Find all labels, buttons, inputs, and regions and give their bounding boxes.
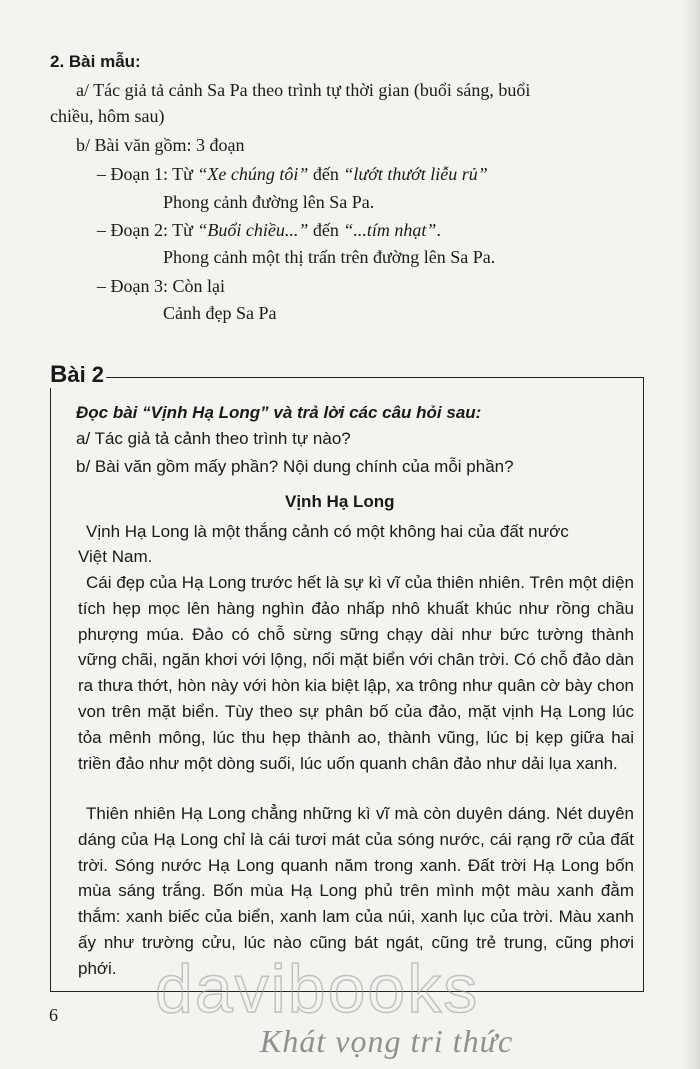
passage-para2: Cái đẹp của Hạ Long trước hết là sự kì vĩ của thiên nhiên. Trên một diện tích hẹp mọc lên hàng nghìn đảo nhấp nhô khuất khúc như rồng chầu phượng múa. Đảo có chỗ sừng sững chạy dài như bức tường thành vững chãi, ngăn khơi với lộng, nối mặt biển với chân trời. Có chỗ đảo dàn ra thưa thớt, hòn này với hòn kia biệt lập, xa trông như quân cờ bày chon von trên mặt biển. Tùy theo sự phân bố của đảo, mặt vịnh Hạ Long lúc tỏa mênh mông, lúc thu hẹp thành ao, thành vũng, lúc bị kẹp giữa hai triền đảo như một dòng suối, lúc uốn quanh chân đảo như dải lụa xanh. [78, 573, 634, 773]
exercise-label [48, 362, 106, 388]
question-a: a/ Tác giả tả cảnh theo trình tự nào? [76, 429, 351, 448]
answer-b-line: b/ Bài văn gồm: 3 đoạn [76, 135, 245, 155]
page-number: 6 [49, 1005, 58, 1025]
exercise-label-initial: B [50, 361, 68, 388]
d1-quote-end: “lướt thướt liễu rủ” [343, 164, 488, 184]
paragraph-3-line: – Đoạn 3: Còn lại [97, 276, 225, 296]
question-b: b/ Bài văn gồm mấy phần? Nội dung chính của mỗi phần? [76, 457, 514, 476]
paragraph-2-line [97, 218, 441, 242]
d2-quote-end: “...tím nhạt” [343, 220, 437, 240]
paragraph-2-desc: Phong cảnh một thị trấn trên đường lên Sa Pa. [163, 247, 496, 267]
d2-quote-start: “Buổi chiều...” [197, 220, 309, 240]
watermark-logo: davibooks [155, 951, 480, 1027]
d2-prefix: – Đoạn 2: Từ [97, 220, 198, 240]
passage-title: Vịnh Hạ Long [285, 492, 395, 511]
paragraph-3-desc: Cảnh đẹp Sa Pa [163, 303, 277, 323]
passage-para1-line2: Việt Nam. [78, 547, 153, 566]
d1-quote-start: “Xe chúng tôi” [197, 164, 309, 184]
passage-para3: Thiên nhiên Hạ Long chẳng những kì vĩ mà còn duyên dáng. Nét duyên dáng của Hạ Long chỉ là cái tươi mát của sóng nước, cái rạng rỡ của đất trời. Sóng nước Hạ Long quanh năm trong xanh. Đất trời Hạ Long bốn mùa sáng trắng. Bốn mùa Hạ Long phủ trên mình một màu xanh đằm thắm: xanh biếc của biển, xanh lam của núi, xanh lục của trời. Màu xanh ấy như trường cửu, lúc nào cũng bát ngát, cũng trẻ trung, cũng phơi phới. [78, 804, 634, 978]
page-edge-shadow [682, 0, 700, 1069]
exercise-instruction: Đọc bài “Vịnh Hạ Long” và trả lời các câu hỏi sau: [76, 403, 482, 422]
d2-end: . [436, 220, 441, 240]
answer-a-line1: a/ Tác giả tả cảnh Sa Pa theo trình tự thời gian (buổi sáng, buổi [76, 80, 531, 100]
answer-a-line2: chiều, hôm sau) [50, 106, 165, 126]
watermark-tagline: Khát vọng tri thức [260, 1023, 514, 1059]
paragraph-1-line [97, 162, 488, 186]
d1-prefix: – Đoạn 1: Từ [97, 164, 198, 184]
paragraph-1-desc: Phong cảnh đường lên Sa Pa. [163, 192, 375, 212]
d1-mid: đến [308, 164, 344, 184]
exercise-label-rest: ài 2 [67, 362, 105, 387]
passage-para1-line1: Vịnh Hạ Long là một thắng cảnh có một không hai của đất nước [86, 522, 569, 541]
d2-mid: đến [308, 220, 344, 240]
section-title: 2. Bài mẫu: [50, 52, 141, 71]
